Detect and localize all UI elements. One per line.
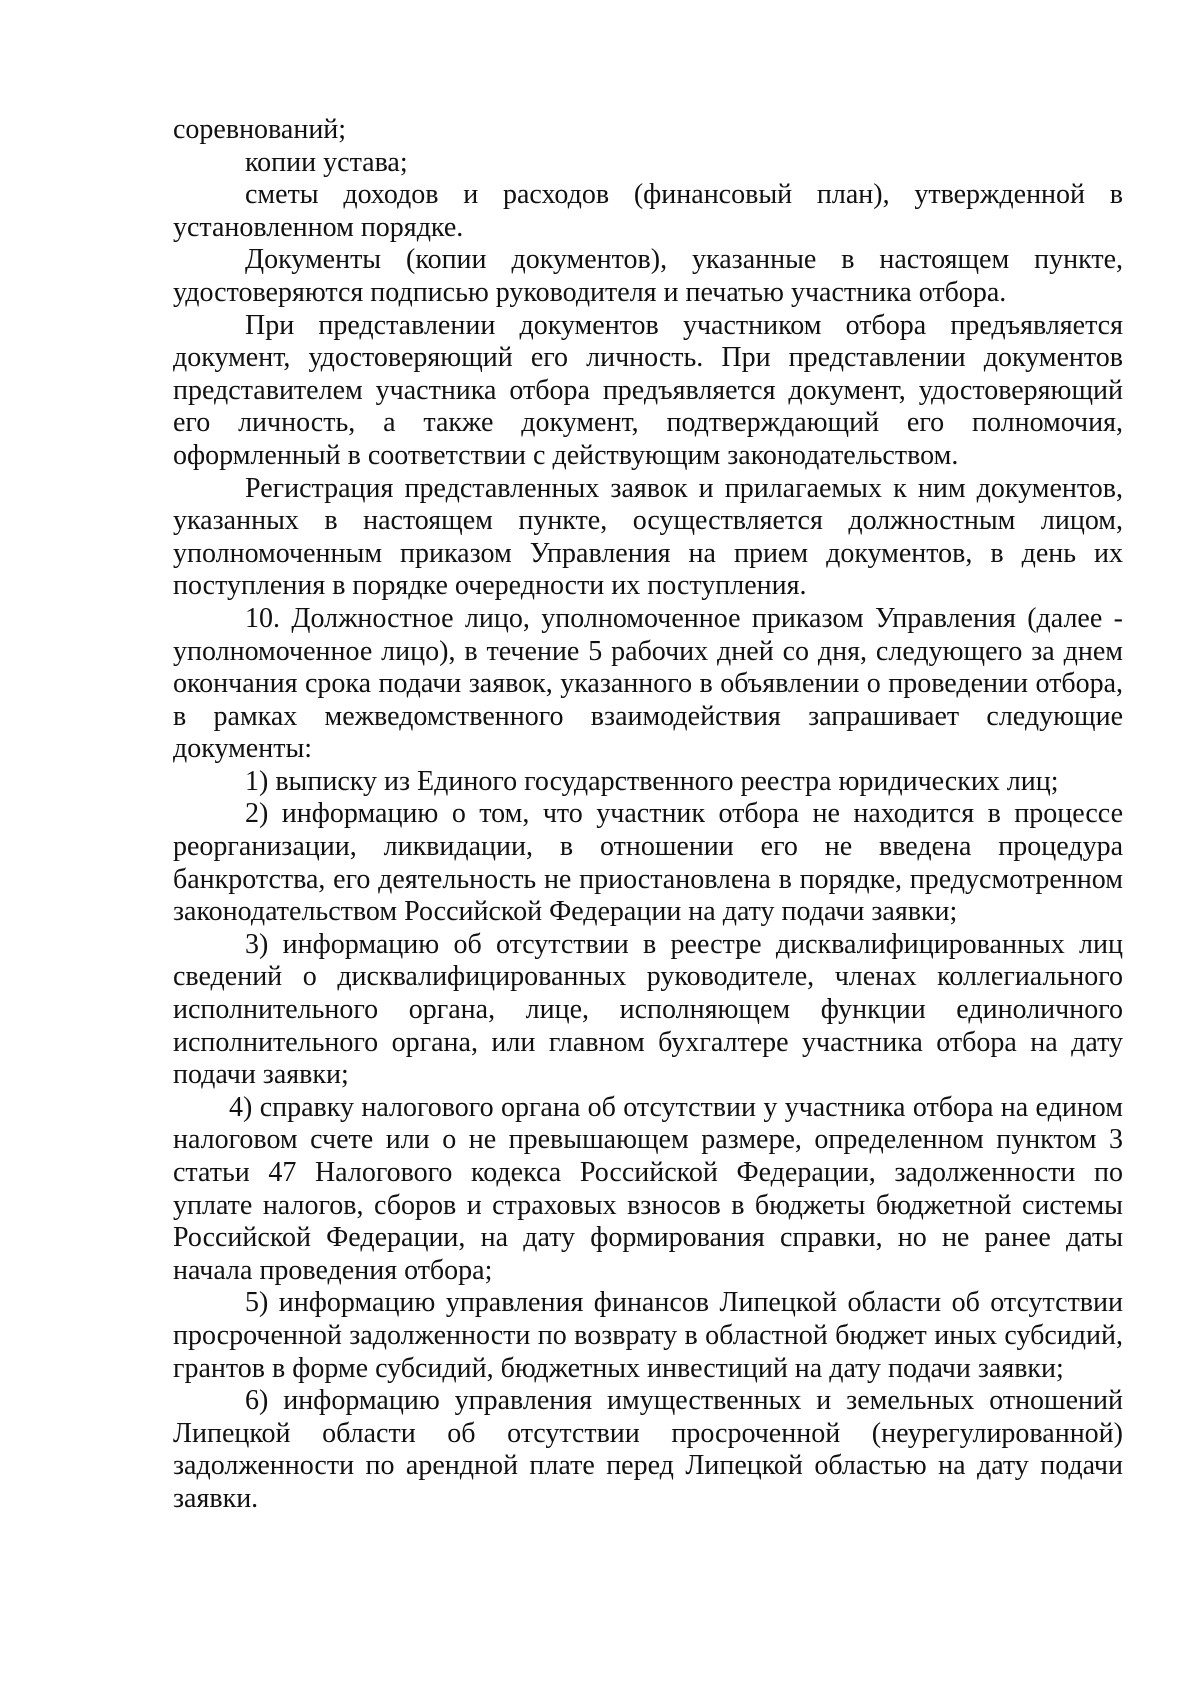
paragraph-section-10: 10. Должностное лицо, уполномоченное приказом Управления (далее - уполномоченное лицо), в течение 5 рабочих дней со дня, следующего за днем окончания срока подачи заявок, указанного в объявлении о проведении отбора, в рамках межведомственного взаимодействия запрашивает следующие документы: (173, 602, 1123, 765)
list-item-1: 1) выписку из Единого государственного реестра юридических лиц; (245, 765, 1059, 797)
list-item-3: 3) информацию об отсутствии в реестре дисквалифицированных лиц сведений о дисквалифицированных руководителе, членах коллегиального исполнительного органа, лице, исполняющем функции единоличного исполнительного органа, или главном бухгалтере участника отбора на дату подачи заявки; (173, 928, 1123, 1091)
list-item-5: 5) информацию управления финансов Липецкой области об отсутствии просроченной задолженности по возврату в областной бюджет иных субсидий, грантов в форме субсидий, бюджетных инвестиций на дату подачи заявки; (173, 1287, 1123, 1384)
paragraph-budget-estimate: сметы доходов и расходов (финансовый план), утвержденной в установленном порядке. (173, 179, 1123, 243)
paragraph-registration: Регистрация представленных заявок и прилагаемых к ним документов, указанных в настоящем пункте, осуществляется должностным лицом, уполномоченным приказом Управления на прием документов, в день их поступления в порядке очередности их поступления. (173, 472, 1123, 602)
paragraph-continuation: соревнований; (173, 114, 347, 145)
paragraph-document-certification: Документы (копии документов), указанные в настоящем пункте, удостоверяются подписью руководителя и печатью участника отбора. (173, 244, 1123, 308)
list-item-4: 4) справку налогового органа об отсутствии у участника отбора на едином налоговом счете или о не превышающем размере, определенном пунктом 3 статьи 47 Налогового кодекса Российской Федерации, задолженности по уплате налогов, сборов и страховых взносов в бюджеты бюджетной системы Российской Федерации, на дату формирования справки, но не ранее даты начала проведения отбора; (173, 1091, 1123, 1286)
list-item-2: 2) информацию о том, что участник отбора не находится в процессе реорганизации, ликвидации, в отношении его не введена процедура банкротства, его деятельность не приостановлена в порядке, предусмотренном законодательством Российской Федерации на дату подачи заявки; (173, 798, 1123, 928)
document-page (173, 114, 1123, 1516)
paragraph-identity-presentation: При представлении документов участником отбора предъявляется документ, удостоверяющий его личность. При представлении документов представителем участника отбора предъявляется документ, удостоверяющий его личность, а также документ, подтверждающий его полномочия, оформленный в соответствии с действующим законодательством. (173, 309, 1123, 471)
list-item-6: 6) информацию управления имущественных и земельных отношений Липецкой области об отсутствии просроченной (неурегулированной) задолженности по арендной плате перед Липецкой областью на дату подачи заявки. (173, 1385, 1123, 1514)
paragraph-charter-copies: копии устава; (245, 146, 408, 178)
